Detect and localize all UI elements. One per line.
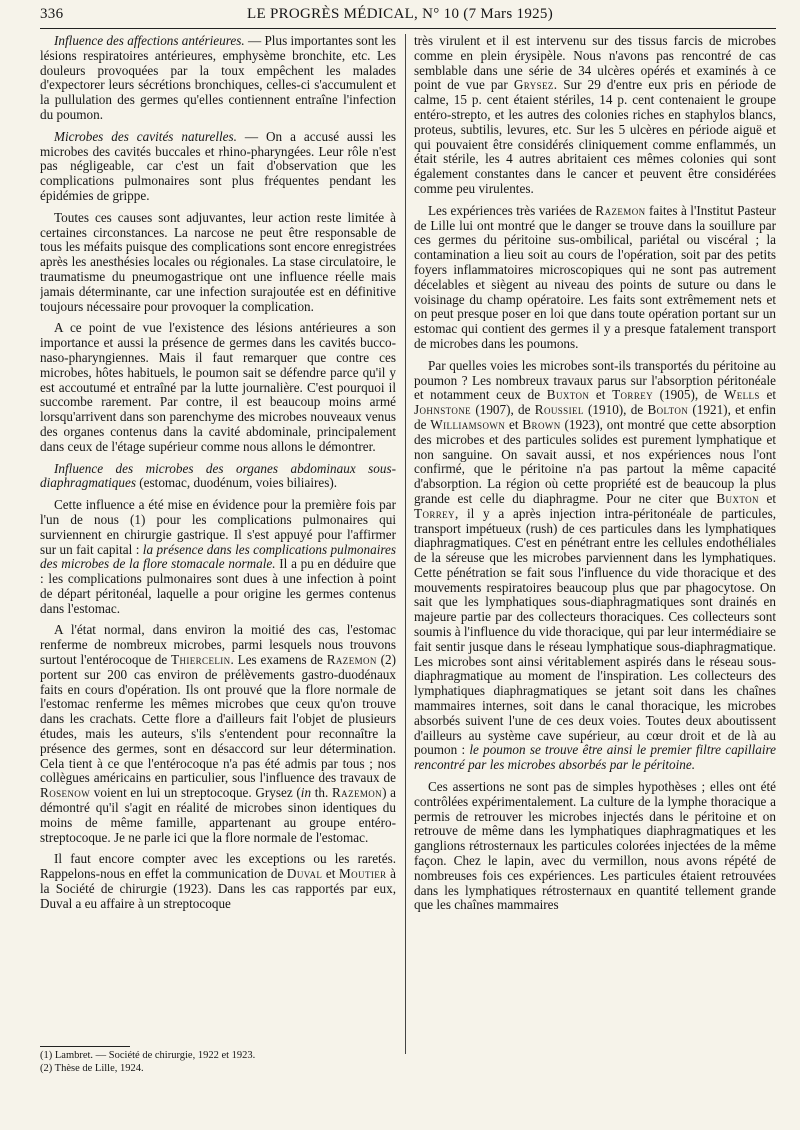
paragraph-assertions: Ces assertions ne sont pas de simples hypothèses ; elles ont été contrôlées expérimentalement. La culture de la lymphe thoracique a permis de retrouver les microbes injectés dans le péritoine et on retrouve de même dans les lymphatiques diaphragmatiques et les ganglions rétrosternaux les particules colorées injectées de la même façon. Chez le lapin, avec du vermillon, nous avons répété de nombreuses fois ces expériences. Les particules étaient retrouvées dans les lymphatiques rétrosternaux en quantité tellement grande que les chaînes mammaires	[414, 779, 776, 913]
column-divider	[405, 34, 406, 1054]
footnote-1: (1) Lambret. — Société de chirurgie, 1922 et 1923.	[40, 1050, 256, 1061]
paragraph-organes-abdominaux	[40, 462, 396, 492]
author-name: Razemon	[331, 785, 383, 801]
section-heading: Influence des microbes des organes abdominaux sous-diaphragmatiques	[40, 460, 396, 491]
paragraph-text: — Plus importantes sont les lésions respiratoires antérieures, emphysème bronchite, etc. Les douleurs provoquées par la toux empêchent les malades d'expectorer leurs sécrétions bronchiques, celles-ci s'accumulent et la pullulation des germes qu'elles contiennent entraîne l'infection du poumon.	[40, 34, 396, 122]
section-heading: Microbes des cavités naturelles.	[54, 128, 237, 144]
paragraph-text: — On a accusé aussi les microbes des cavités buccales et rhino-pharyngées. Leur rôle n'est pas négligeable, car c'est un fait d'observation que les complications pulmonaires sont plus fréquentes pendant les épidémies de grippe.	[40, 128, 396, 203]
emphasis-text: la présence dans les complications pulmonaires des microbes de la flore stomacale normale.	[40, 541, 396, 572]
author-name: Moutier	[339, 866, 387, 882]
emphasis-text: le poumon se trouve être ainsi le premier filtre capillaire rencontré par les microbes absorbés par le péritoine.	[414, 742, 776, 773]
footnotes	[40, 1050, 396, 1075]
page-header	[40, 6, 760, 26]
header-rule	[40, 28, 776, 29]
paragraph-affections-anterieures	[40, 34, 396, 123]
paragraph-chirurgie-gastrique: Cette influence a été mise en évidence pour la première fois par l'un de nous (1) pour les complications pulmonaires qui surviennent en chirurgie gastrique. Il s'est appuyé pour l'affirmer sur un fait capital : la présence dans les complications pulmonaires des microbes de la flore stomacale normale. Il a pu en déduire que : les complications pulmonaires sont dues à une infection à point de départ péritonéal, laquelle a pour origine les germes contenus dans l'estomac.	[40, 497, 396, 616]
paragraph-voies-transport: Par quelles voies les microbes sont-ils transportés du péritoine au poumon ? Les nombreux travaux parus sur l'absorption péritonéale et notamment ceux de Buxton et Torrey (1905), de Wells et Johnstone (1907), de Roussiel (1910), de Bolton (1921), et enfin de Williamsown et Brown (1923), ont montré que cette absorption des microbes et des particules solides est purement lymphatique et non sanguine. On savait aussi, et nos expériences nous l'ont confirmé, que le péritoine n'a pas partout la même capacité d'absorption. La région où cette propriété est de beaucoup la plus grande est celle du diaphragme. Pour ne citer que Buxton et Torrey, il y a après injection intra-péritonéale de particules, transport impétueux (rush) de ces particules dans les lymphatiques diaphragmatiques. C'est en pénétrant entre les cellules endothéliales de la séreuse que les microbes parviennent dans les lymphatiques. Cette pénétration se fait sous l'influence du vide thoracique et des mouvements respiratoires beaucoup plus que par phagocytose. On sait que les lymphatiques sous-diaphragmatiques sont drainés en majeure partie par des collecteurs thoraciques. Ces collecteurs sont soumis à l'influence du vide thoracique, qui par leur intermédiaire se fait sentir jusque dans le réseau lymphatique sous-diaphragmatique. Les microbes sont ainsi véritablement aspirés dans le réseau sous-diaphragmatique au moment de l'inspiration. Les collecteurs des lymphatiques diaphragmatiques se jetant soit dans les chaînes mammaires internes, soit dans le canal thoracique, les microbes absorbés suivent l'une de ces deux voies. Toutes deux aboutissent d'ailleurs au système cave supérieur, au cœur droit et de là au poumon : le poumon se trouve être ainsi le premier filtre capillaire rencontré par les microbes absorbés par le péritoine.	[414, 357, 776, 773]
right-column	[414, 34, 776, 1044]
section-heading: Influence des affections antérieures.	[54, 34, 245, 48]
author-name: Razemon	[595, 202, 646, 218]
author-name: Thiercelin	[170, 652, 231, 668]
paragraph-continuation: très virulent et il est intervenu sur des tissus farcis de microbes comme en plein érysipèle. Nous n'avons pas rencontré de cas semblable dans une série de 34 ulcères opérés et examinés à ce point de vue par Grysez. Sur 29 d'entre eux pris en période de calme, 15 p. cent étaient stériles, 14 p. cent contenaient le groupe entéro-strepto, et les autres des colonies riches en staphylos blancs, proteus, subtilis, levures, etc. Sur les 5 ulcères en période aiguë et qui pouvaient être considérés cliniquement comme enflammés, un était stérile, les 4 autres abritaient ces mêmes colonies qui sont également constantes dans le cancer et peuvent être considérées comme peu virulentes.	[414, 34, 776, 196]
footnote-rule	[40, 1046, 130, 1047]
paragraph-exceptions: Il faut encore compter avec les exceptions ou les raretés. Rappelons-nous en effet la communication de Duval et Moutier à la Société de chirurgie (1923). Dans les cas rapportés par eux, Duval a eu affaire à un streptocoque	[40, 851, 396, 911]
footnote-2: (2) Thèse de Lille, 1924.	[40, 1062, 144, 1074]
paragraph-etat-normal: A l'état normal, dans environ la moitié des cas, l'estomac renferme de nombreux microbes, parmi lesquels nous trouvons surtout l'entérocoque de Thiercelin. Les examens de Razemon (2) portent sur 200 cas environ de prélèvements gastro-duodénaux faits en cours d'opération. Ils ont prouvé que la flore normale de l'estomac renferme les mêmes microbes que ceux qu'on trouve dans les crachats. Cette flore a d'ailleurs fait l'objet de plusieurs études, mais les auteurs, s'ils s'entendent pour reconnaître la présence des germes, sont en désaccord sur leur détermination. Cela tient à ce que l'entérocoque n'a pas été admis par tous ; nos collègues américains en particulier, sous l'influence des travaux de Rosenow voient en lui un streptocoque. Grysez (in th. Razemon) a démontré qu'il s'agit en réalité de microbes sinon identiques du moins de même famille, appartenant au groupe entéro-streptocoque. Je ne parle ici que la flore normale de l'estomac.	[40, 622, 396, 845]
paragraph-text: (estomac, duodénum, voies biliaires).	[135, 475, 338, 491]
journal-title: LE PROGRÈS MÉDICAL, N° 10 (7 Mars 1925)	[246, 6, 554, 22]
author-name: Razemon	[326, 652, 377, 668]
paragraph-lesions-anterieures: A ce point de vue l'existence des lésions antérieures a son importance et aussi la présence de germes dans les cavités bucco-naso-pharyngiennes. Mais il faut remarquer que contre ces microbes, hôtes habituels, le poumon sait se défendre parce qu'il y est accoutumé et entraîné par la lutte journalière. C'est pourquoi il succombe rarement. Par contre, il est beaucoup moins armé lorsqu'arrivent dans son parenchyme des microbes nouveaux venus des organes contenus dans la cavité abdominale, principalement dans ceux de l'étage supérieur comme nous allons le démontrer.	[40, 320, 396, 454]
left-column	[40, 34, 396, 1044]
author-name: Grysez	[513, 77, 554, 93]
author-name: Duval	[286, 866, 323, 882]
author-name: Rosenow	[40, 785, 91, 801]
paragraph-cavites-naturelles	[40, 130, 396, 204]
paragraph-causes-adjuvantes: Toutes ces causes sont adjuvantes, leur action reste limitée à certaines circonstances. La narcose ne peut être responsable de tous les méfaits puisque des complications sont encore enregistrées après les anesthésies locales ou régionales. La stase circulatoire, le traumatisme du pneumogastrique ont une influence réelle mais jamais déterminante, car une infection surajoutée est en définitive toujours nécessaire pour provoquer la complication.	[40, 209, 396, 314]
paragraph-experiences-razemon: Les expériences très variées de Razemon faites à l'Institut Pasteur de Lille lui ont montré que le danger se trouve dans la souillure par ces germes du péritoine sus-ombilical, pariétal ou viscéral ; la contamination a lieu soit au cours de l'opération, soit par des petits foyers inflammatoires microscopiques qui ne sont pas autrement décelables et siègent au niveau des points de suture ou dans le voisinage du champ opératoire. Les faits sont extrêmement nets et on peut presque poser en loi que dans toute opération portant sur un estomac qui contient des germes il y a presque fatalement transport de microbes dans les poumons.	[414, 202, 776, 351]
page-number: 336	[40, 6, 64, 22]
